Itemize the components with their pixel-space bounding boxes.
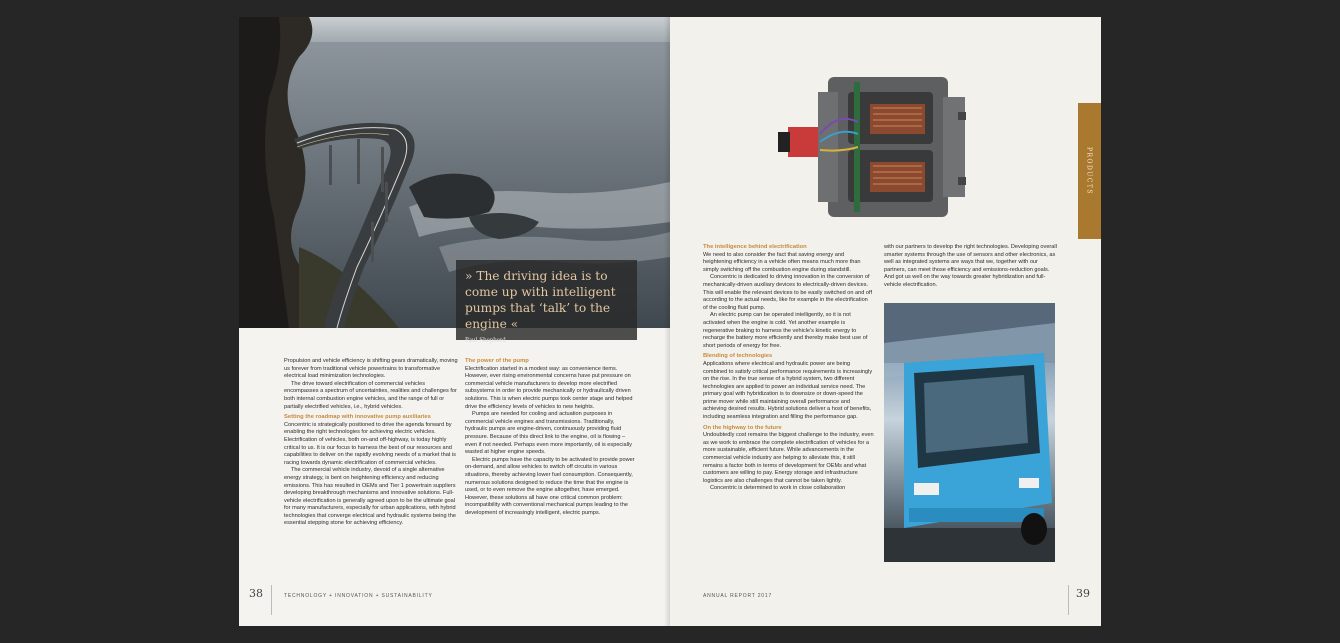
section-heading: The power of the pump [465,358,529,364]
paragraph: Electric pumps have the capacity to be activated to provide power on-demand, and allow vehicles to switch off circuits in various situations, thereby achieving lower fuel consumption. Consequently, numerous solutions designed to reduce the time that the engine is used, or to even remove the engine altogether, have emerged. However, these solutions all have one critical common problem: incompatibility with conventional mechanical pumps leading to the development of increasingly intelligent, electric pumps. [465,456,635,516]
footer-text: TECHNOLOGY + INNOVATION + SUSTAINABILITY [284,593,433,599]
paragraph: Concentric is dedicated to driving innovation in the conversion of mechanically-driven auxiliary devices to electrically-driven devices. This will enable the relevant devices to be easily switched on and off according to the actual needs, like for example in the electrification of the cooling fluid pump. [703,274,873,311]
electric-bus-photo [884,303,1055,562]
left-column-1 [284,358,458,528]
section-tab-label: PRODUCTS [1085,146,1093,196]
paragraph: The commercial vehicle industry, devoid of a single alternative energy strategy, is bent on heightening efficiency and reducing emissions. This has resulted in OEMs and Tier 1 powertrain suppliers developing breakthrough mechanisms and innovative solutions. Full-vehicle electrification is generally agreed upon to be the ultimate goal for many manufacturers, especially for urban applications, with hybrid technologies that converge electrical and hydraulic systems being the essential stepping stone for achieving efficiency. [284,467,456,527]
section-heading: Blending of technologies [703,353,773,360]
paragraph: Concentric is determined to work in close collaboration [710,485,846,492]
section-tab [1078,103,1101,239]
pull-quote-text: » The driving idea is to come up with intelligent pumps that ‘talk’ to the engine « [465,269,616,331]
paragraph: The drive toward electrification of commercial vehicles encompasses a spectrum of uncertainties, realities and challenges for both internal combustion engine vehicles, and the range of full or partially electrified vehicles, i.e., hybrid vehicles. [284,380,457,410]
section-heading: The intelligence behind electrification [703,244,807,250]
paragraph: with our partners to develop the right technologies. Developing overall smarter systems through the use of sensors and other electronics, as well as integrated systems are ways that we, together with our partners, can meet those efficiency and emissions-reduction goals. And got us well on the way towards greater hybridization and full-vehicle electrification. [884,244,1057,288]
page-number: 38 [249,587,263,600]
right-column-2 [884,244,1058,290]
section-heading: On the highway to the future [703,424,782,431]
paragraph: Electrification started in a modest way: as convenience items. However, ever rising environmental concerns have put pressure on commercial vehicle manufacturers to develop more electrified subsystems in order to provide mechanically or hydraulically driven solutions. This is when electric pumps took center stage and helped drive the efficiency levels of vehicles to new heights. [465,365,633,410]
electric-pump-illustration [758,72,972,222]
paragraph: Concentric is strategically positioned to drive the agenda forward by enabling the right technologies for achieving electric vehicles. Electrification of vehicles, both on-and off-highway, is today highly critical to us. It is our focus to harness the best of our resources and capabilities to deliver on the rapidly evolving needs of a market that is racing towards dynamic electrification of commercial vehicles. [284,421,456,466]
paragraph: An electric pump can be operated intelligently, so it is not activated when the engine is cold. Yet another example is regenerative braking to harness the vehicle’s kinetic energy to recharge the battery more efficiently and thereby make best use of short periods of energy for free. [703,312,868,349]
right-column-1 [703,244,874,493]
electric-bus-illustration [884,303,1055,562]
pull-quote-author: Paul Shepherd [465,336,506,344]
left-page [239,17,670,626]
right-page [670,17,1101,626]
paragraph: Pumps are needed for cooling and actuation purposes in commercial vehicle engines and transmissions. Traditionally, hydraulic pumps are engine-driven, continuously providing fluid pressure. Because of this direct link to the engine, oil is flowing – even if not needed. Perhaps even more importantly, oil is especially wasted at higher engine speeds. [465,411,632,456]
paragraph: We need to also consider the fact that saving energy and heightening efficiency in a vehicle often means much more than simply switching off the combustion engine during standstill. [703,251,861,273]
left-column-2 [465,358,635,517]
footer-divider [271,585,272,615]
paragraph: Undoubtedly cost remains the biggest challenge to the industry, even as we work to embrace the complete electrification of vehicles for a more sustainable, efficient future. While advancements in the commercial vehicle industry are helping to alleviate this, it still remains a factor both in terms of development for OEMs and what customers are willing to pay. Energy storage and infrastructure logistics are also challenges that cannot be taken lightly. [703,432,874,484]
section-heading: Setting the roadmap with innovative pump auxiliaries [284,414,431,421]
footer-text: ANNUAL REPORT 2017 [703,593,773,599]
page-number: 39 [1076,587,1090,600]
footer-divider [1068,585,1069,615]
paragraph: Propulsion and vehicle efficiency is shifting gears dramatically, moving us forever from traditional vehicle powertrains to transformative electrical load minimization technologies. [284,358,458,380]
pull-quote-box [456,260,637,344]
paragraph: Applications where electrical and hydraulic power are being combined to satisfy critical performance requirements is increasingly on the rise. In the true sense of a hybrid system, two different technologies are applied to power an individual service need. The primary goal with hybridization is to downsize or down-speed the prime mover while still maintaining overall performance and achieving desired results. Hybrid solutions deliver a host of benefits, including seamless integration and filling the performance gap. [703,360,873,421]
